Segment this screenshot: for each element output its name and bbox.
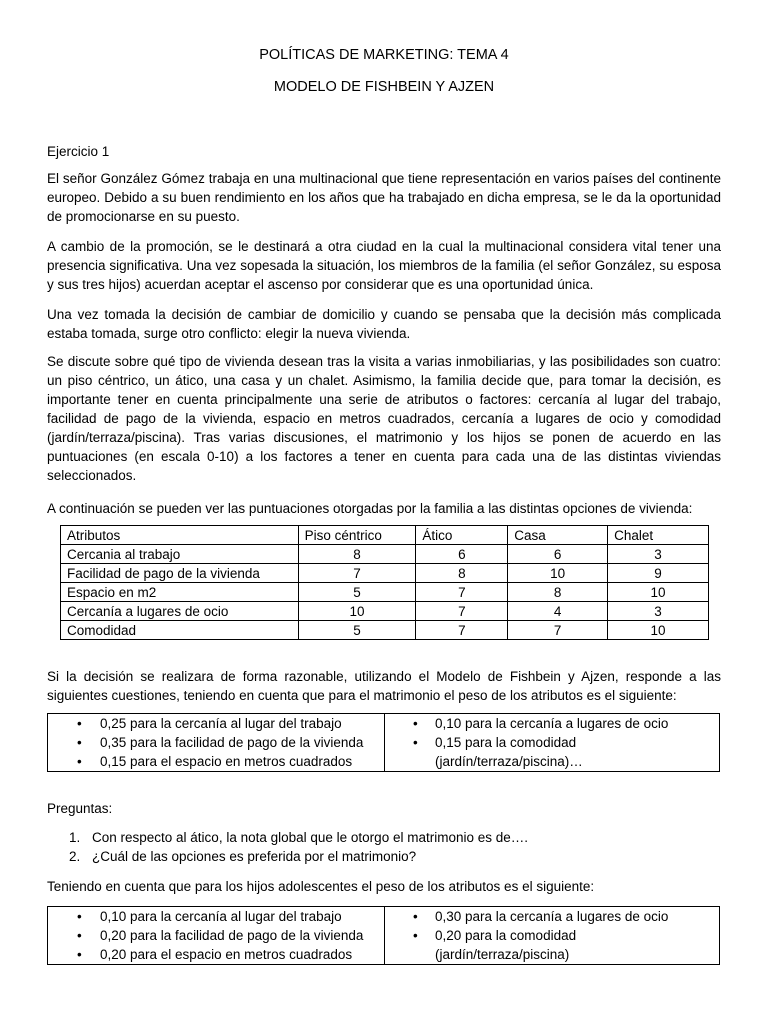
table-cell: 7 [298,564,416,583]
table-cell: 9 [608,564,709,583]
question-text: ¿Cuál de las opciones es preferida por el matrimonio? [92,849,417,864]
list-item: • 0,15 para la comodidad (jardín/terraza/piscina)… [385,733,719,771]
table-header-cell: Ático [416,526,508,545]
table-header-cell: Chalet [608,526,709,545]
weights-column-right [385,714,719,771]
table-row [61,602,709,621]
weights-column-left [48,907,385,964]
list-item: • 0,20 para la comodidad (jardín/terraza/piscina) [385,926,719,964]
table-cell: 3 [608,545,709,564]
list-item [47,828,528,847]
question-text: Con respecto al ático, la nota global que le otorgo el matrimonio es de…. [92,830,529,845]
table-header-row [61,526,709,545]
questions-list [47,828,528,866]
table-cell: 7 [416,621,508,640]
table-header-cell: Piso céntrico [298,526,416,545]
table-cell: 4 [508,602,608,621]
scores-table [60,525,709,640]
table-cell: 8 [508,583,608,602]
table-cell: Comodidad [61,621,299,640]
table-row [61,621,709,640]
table-cell: 5 [298,583,416,602]
paragraph-children: Teniendo en cuenta que para los hijos adolescentes el peso de los atributos es el siguiente: [47,879,595,894]
table-cell: Cercanía a lugares de ocio [61,602,299,621]
paragraph-promotion: A cambio de la promoción, se le destinará a otra ciudad en la cual la multinacional considera vital tener una presencia significativa. Una vez sopesada la situación, los miembros de la familia (el señor González, su esposa y sus tres hijos) acuerdan aceptar el ascenso por considerar que es una oportunidad única. [47,239,721,292]
children-weights-box [47,906,720,965]
list-item: • 0,30 para la cercanía a lugares de ocio [385,907,719,926]
marriage-weights-box [47,713,720,772]
table-cell: 8 [298,545,416,564]
list-item: • 0,10 para la cercanía al lugar del trabajo [48,907,384,926]
table-cell: 7 [416,583,508,602]
list-item: • 0,20 para el espacio en metros cuadrados [48,945,384,964]
table-cell: 3 [608,602,709,621]
table-cell: 5 [298,621,416,640]
question-number: 2. [69,849,81,864]
paragraph-intro: El señor González Gómez trabaja en una multinacional que tiene representación en varios países del continente europeo. Debido a su buen rendimiento en los años que ha trabajado en dicha empresa, se le da la oportunidad de promocionarse en su puesto. [47,171,721,224]
table-cell: 7 [416,602,508,621]
paragraph-decision: Si la decisión se realizara de forma razonable, utilizando el Modelo de Fishbein y Ajzen, responde a las siguientes cuestiones, teniendo en cuenta que para el matrimonio el peso de los atributos es el siguiente: [47,669,721,703]
table-cell: 7 [508,621,608,640]
page-subtitle: MODELO DE FISHBEIN Y AJZEN [273,79,495,95]
list-item: • 0,20 para la facilidad de pago de la vivienda [48,926,384,945]
list-item: • 0,35 para la facilidad de pago de la vivienda [48,733,384,752]
table-cell: Espacio en m2 [61,583,299,602]
table-row [61,545,709,564]
table-cell: 6 [508,545,608,564]
paragraph-conflict: Una vez tomada la decisión de cambiar de domicilio y cuando se pensaba que la decisión más complicada estaba tomada, surge otro conflicto: elegir la nueva vivienda. [47,307,721,341]
exercise-label: Ejercicio 1 [47,144,110,159]
questions-label: Preguntas: [47,801,113,816]
table-header-cell: Atributos [61,526,299,545]
table-cell: Cercania al trabajo [61,545,299,564]
table-row [61,564,709,583]
paragraph-options: Se discute sobre qué tipo de vivienda desean tras la visita a varias inmobiliarias, y las posibilidades son cuatro: un piso céntrico, un ático, una casa y un chalet. Asimismo, la familia decide que, para tomar la decisión, es importante tener en cuenta principalmente una serie de atributos o factores: cercanía al lugar del trabajo, facilidad de pago de la vivienda, espacio en metros cuadrados, cercanía a lugares de ocio y comodidad (jardín/terraza/piscina). Tras varias discusiones, el matrimonio y los hijos se ponen de acuerdo en las puntuaciones (en escala 0-10) a los factores a tener en cuenta para cada una de las distintas viviendas seleccionados. [47,354,721,483]
table-cell: 10 [608,583,709,602]
weights-column-left [48,714,385,771]
list-item: • 0,25 para la cercanía al lugar del trabajo [48,714,384,733]
list-item: • 0,10 para la cercanía a lugares de ocio [385,714,719,733]
table-row [61,583,709,602]
table-cell: 10 [508,564,608,583]
list-item: • 0,15 para el espacio en metros cuadrados [48,752,384,771]
question-number: 1. [69,830,81,845]
table-cell: Facilidad de pago de la vivienda [61,564,299,583]
table-header-cell: Casa [508,526,608,545]
table-cell: 10 [608,621,709,640]
weights-column-right [385,907,719,964]
paragraph-table-intro: A continuación se pueden ver las puntuaciones otorgadas por la familia a las distintas opciones de vivienda: [47,501,693,516]
table-cell: 6 [416,545,508,564]
table-cell: 8 [416,564,508,583]
list-item [47,847,528,866]
page-title: POLÍTICAS DE MARKETING: TEMA 4 [259,47,509,63]
table-cell: 10 [298,602,416,621]
